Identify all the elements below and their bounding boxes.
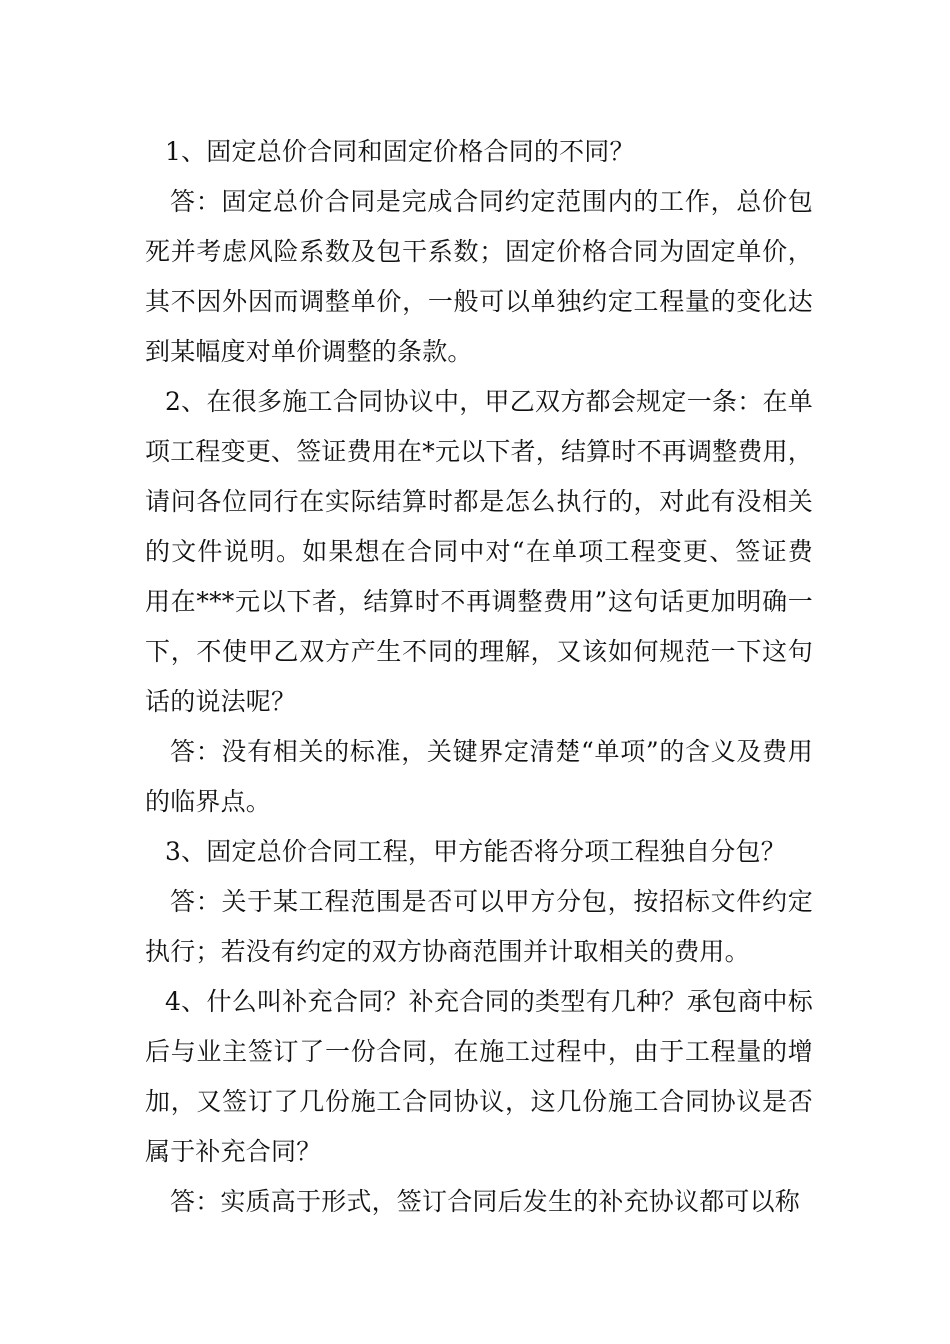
answer-3: 答：关于某工程范围是否可以甲方分包，按招标文件约定执行；若没有约定的双方协商范围并计取相关的费用。 <box>145 887 813 966</box>
answer-4: 答：实质高于形式，签订合同后发生的补充协议都可以称 <box>170 1187 801 1216</box>
answer-1: 答：固定总价合同是完成合同约定范围内的工作，总价包死并考虑风险系数及包干系数；固定价格合同为固定单价，其不因外因而调整单价，一般可以单独约定工程量的变化达到某幅度对单价调整的条款。 <box>145 187 813 366</box>
question-1: 1、固定总价合同和固定价格合同的不同？ <box>165 137 635 166</box>
question-3: 3、固定总价合同工程，甲方能否将分项工程独自分包？ <box>165 837 786 866</box>
question-4: 4、什么叫补充合同？补充合同的类型有几种？承包商中标后与业主签订了一份合同，在施工过程中，由于工程量的增加，又签订了几份施工合同协议，这几份施工合同协议是否属于补充合同？ <box>145 987 813 1166</box>
question-2: 2、在很多施工合同协议中，甲乙双方都会规定一条：在单项工程变更、签证费用在*元以下者，结算时不再调整费用，请问各位同行在实际结算时都是怎么执行的，对此有没相关的文件说明。如果想在合同中对“在单项工程变更、签证费用在***元以下者，结算时不再调整费用”这句话更加明确一下，不使甲乙双方产生不同的理解，又该如何规范一下这句话的说法呢？ <box>145 387 813 716</box>
document-body <box>145 127 813 1227</box>
answer-2: 答：没有相关的标准，关键界定清楚“单项”的含义及费用的临界点。 <box>145 737 813 816</box>
